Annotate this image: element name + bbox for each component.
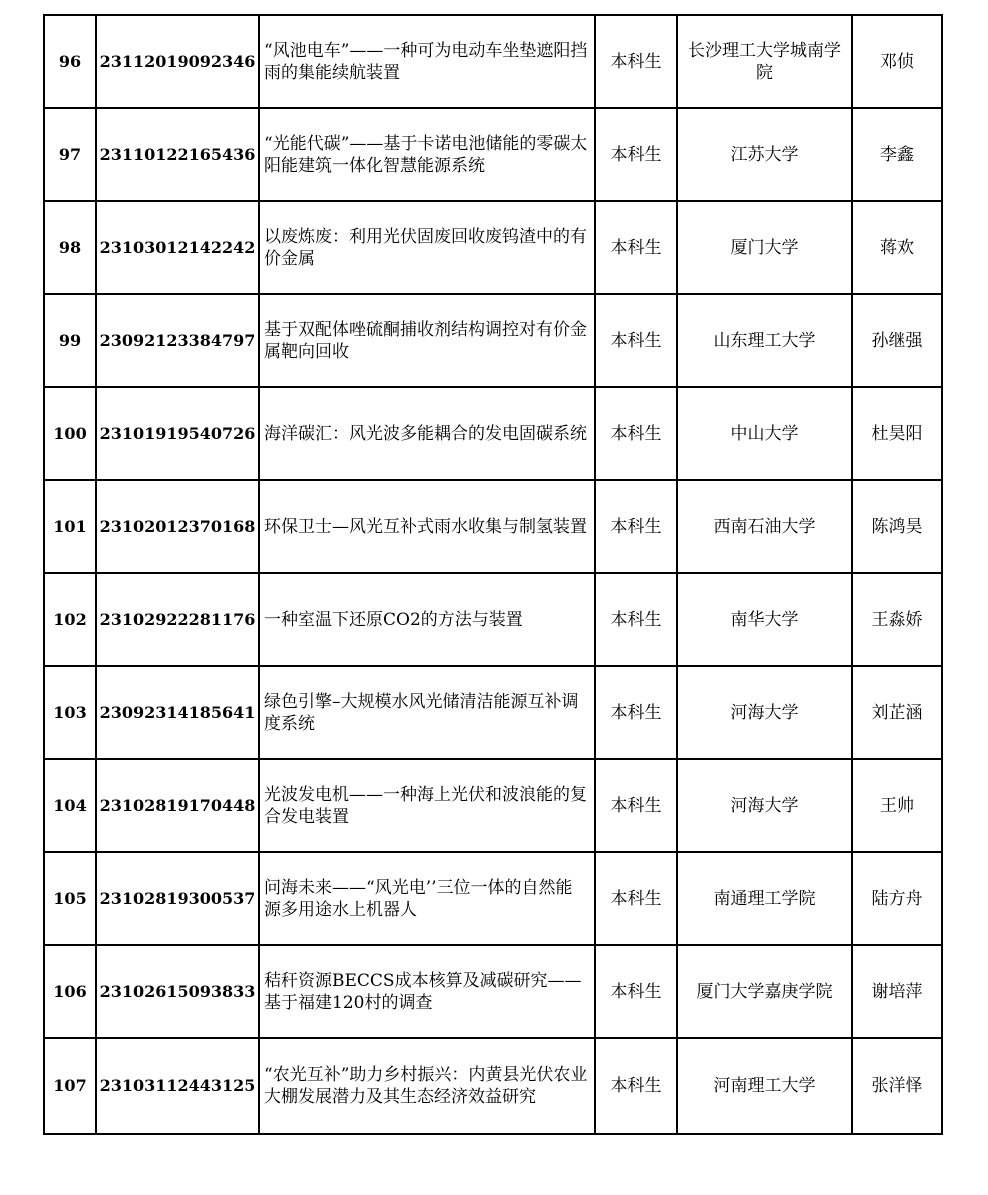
leader-cell: 孙继强 [852, 294, 942, 387]
project-title-cell: 问海未来——“风光电’’三位一体的自然能源多用途水上机器人 [259, 852, 595, 945]
project-title-cell: “光能代碳”——基于卡诺电池储能的零碳太阳能建筑一体化智慧能源系统 [259, 108, 595, 201]
level-cell: 本科生 [595, 573, 677, 666]
level-cell: 本科生 [595, 480, 677, 573]
school-cell: 西南石油大学 [677, 480, 852, 573]
leader-cell: 蒋欢 [852, 201, 942, 294]
project-id-cell: 23102819300537 [96, 852, 259, 945]
seq-cell: 99 [44, 294, 96, 387]
seq-cell: 106 [44, 945, 96, 1038]
project-id-cell: 23102819170448 [96, 759, 259, 852]
project-title-cell: 一种室温下还原CO2的方法与装置 [259, 573, 595, 666]
seq-cell: 101 [44, 480, 96, 573]
leader-cell: 邓侦 [852, 15, 942, 108]
project-id-cell: 23101919540726 [96, 387, 259, 480]
project-table [43, 14, 943, 1135]
seq-cell: 97 [44, 108, 96, 201]
table-row [44, 480, 942, 573]
document-page [43, 14, 941, 1135]
table-row [44, 294, 942, 387]
table-row [44, 15, 942, 108]
seq-cell: 102 [44, 573, 96, 666]
level-cell: 本科生 [595, 108, 677, 201]
table-row [44, 108, 942, 201]
level-cell: 本科生 [595, 1038, 677, 1134]
project-id-cell: 23092123384797 [96, 294, 259, 387]
seq-cell: 98 [44, 201, 96, 294]
seq-cell: 100 [44, 387, 96, 480]
project-title-cell: 环保卫士—风光互补式雨水收集与制氢装置 [259, 480, 595, 573]
seq-cell: 103 [44, 666, 96, 759]
school-cell: 山东理工大学 [677, 294, 852, 387]
school-cell: 河南理工大学 [677, 1038, 852, 1134]
table-row [44, 852, 942, 945]
seq-cell: 104 [44, 759, 96, 852]
level-cell: 本科生 [595, 945, 677, 1038]
seq-cell: 96 [44, 15, 96, 108]
project-title-cell: 光波发电机——一种海上光伏和波浪能的复合发电装置 [259, 759, 595, 852]
table-row [44, 201, 942, 294]
leader-cell: 杜昊阳 [852, 387, 942, 480]
table-row [44, 1038, 942, 1134]
school-cell: 厦门大学嘉庚学院 [677, 945, 852, 1038]
school-cell: 长沙理工大学城南学院 [677, 15, 852, 108]
leader-cell: 李鑫 [852, 108, 942, 201]
table-row [44, 387, 942, 480]
project-id-cell: 23102012370168 [96, 480, 259, 573]
level-cell: 本科生 [595, 387, 677, 480]
project-title-cell: “农光互补”助力乡村振兴：内黄县光伏农业大棚发展潜力及其生态经济效益研究 [259, 1038, 595, 1134]
table-row [44, 573, 942, 666]
seq-cell: 107 [44, 1038, 96, 1134]
leader-cell: 刘芷涵 [852, 666, 942, 759]
project-title-cell: 绿色引擎–大规模水风光储清洁能源互补调度系统 [259, 666, 595, 759]
table-row [44, 759, 942, 852]
school-cell: 南华大学 [677, 573, 852, 666]
leader-cell: 王淼娇 [852, 573, 942, 666]
leader-cell: 陆方舟 [852, 852, 942, 945]
school-cell: 河海大学 [677, 759, 852, 852]
project-id-cell: 23103112443125 [96, 1038, 259, 1134]
leader-cell: 陈鸿昊 [852, 480, 942, 573]
table-row [44, 945, 942, 1038]
leader-cell: 谢培萍 [852, 945, 942, 1038]
project-id-cell: 23103012142242 [96, 201, 259, 294]
project-title-cell: 海洋碳汇：风光波多能耦合的发电固碳系统 [259, 387, 595, 480]
project-id-cell: 23102615093833 [96, 945, 259, 1038]
project-title-cell: 秸秆资源BECCS成本核算及减碳研究——基于福建120村的调查 [259, 945, 595, 1038]
level-cell: 本科生 [595, 15, 677, 108]
leader-cell: 王帅 [852, 759, 942, 852]
level-cell: 本科生 [595, 294, 677, 387]
table-row [44, 666, 942, 759]
level-cell: 本科生 [595, 666, 677, 759]
level-cell: 本科生 [595, 759, 677, 852]
seq-cell: 105 [44, 852, 96, 945]
leader-cell: 张洋怿 [852, 1038, 942, 1134]
project-title-cell: 基于双配体唑硫酮捕收剂结构调控对有价金属靶向回收 [259, 294, 595, 387]
school-cell: 中山大学 [677, 387, 852, 480]
school-cell: 江苏大学 [677, 108, 852, 201]
project-title-cell: “风池电车”——一种可为电动车坐垫遮阳挡雨的集能续航装置 [259, 15, 595, 108]
level-cell: 本科生 [595, 852, 677, 945]
school-cell: 河海大学 [677, 666, 852, 759]
school-cell: 厦门大学 [677, 201, 852, 294]
project-id-cell: 23112019092346 [96, 15, 259, 108]
project-id-cell: 23092314185641 [96, 666, 259, 759]
project-id-cell: 23110122165436 [96, 108, 259, 201]
school-cell: 南通理工学院 [677, 852, 852, 945]
project-id-cell: 23102922281176 [96, 573, 259, 666]
project-title-cell: 以废炼废：利用光伏固废回收废钨渣中的有价金属 [259, 201, 595, 294]
level-cell: 本科生 [595, 201, 677, 294]
